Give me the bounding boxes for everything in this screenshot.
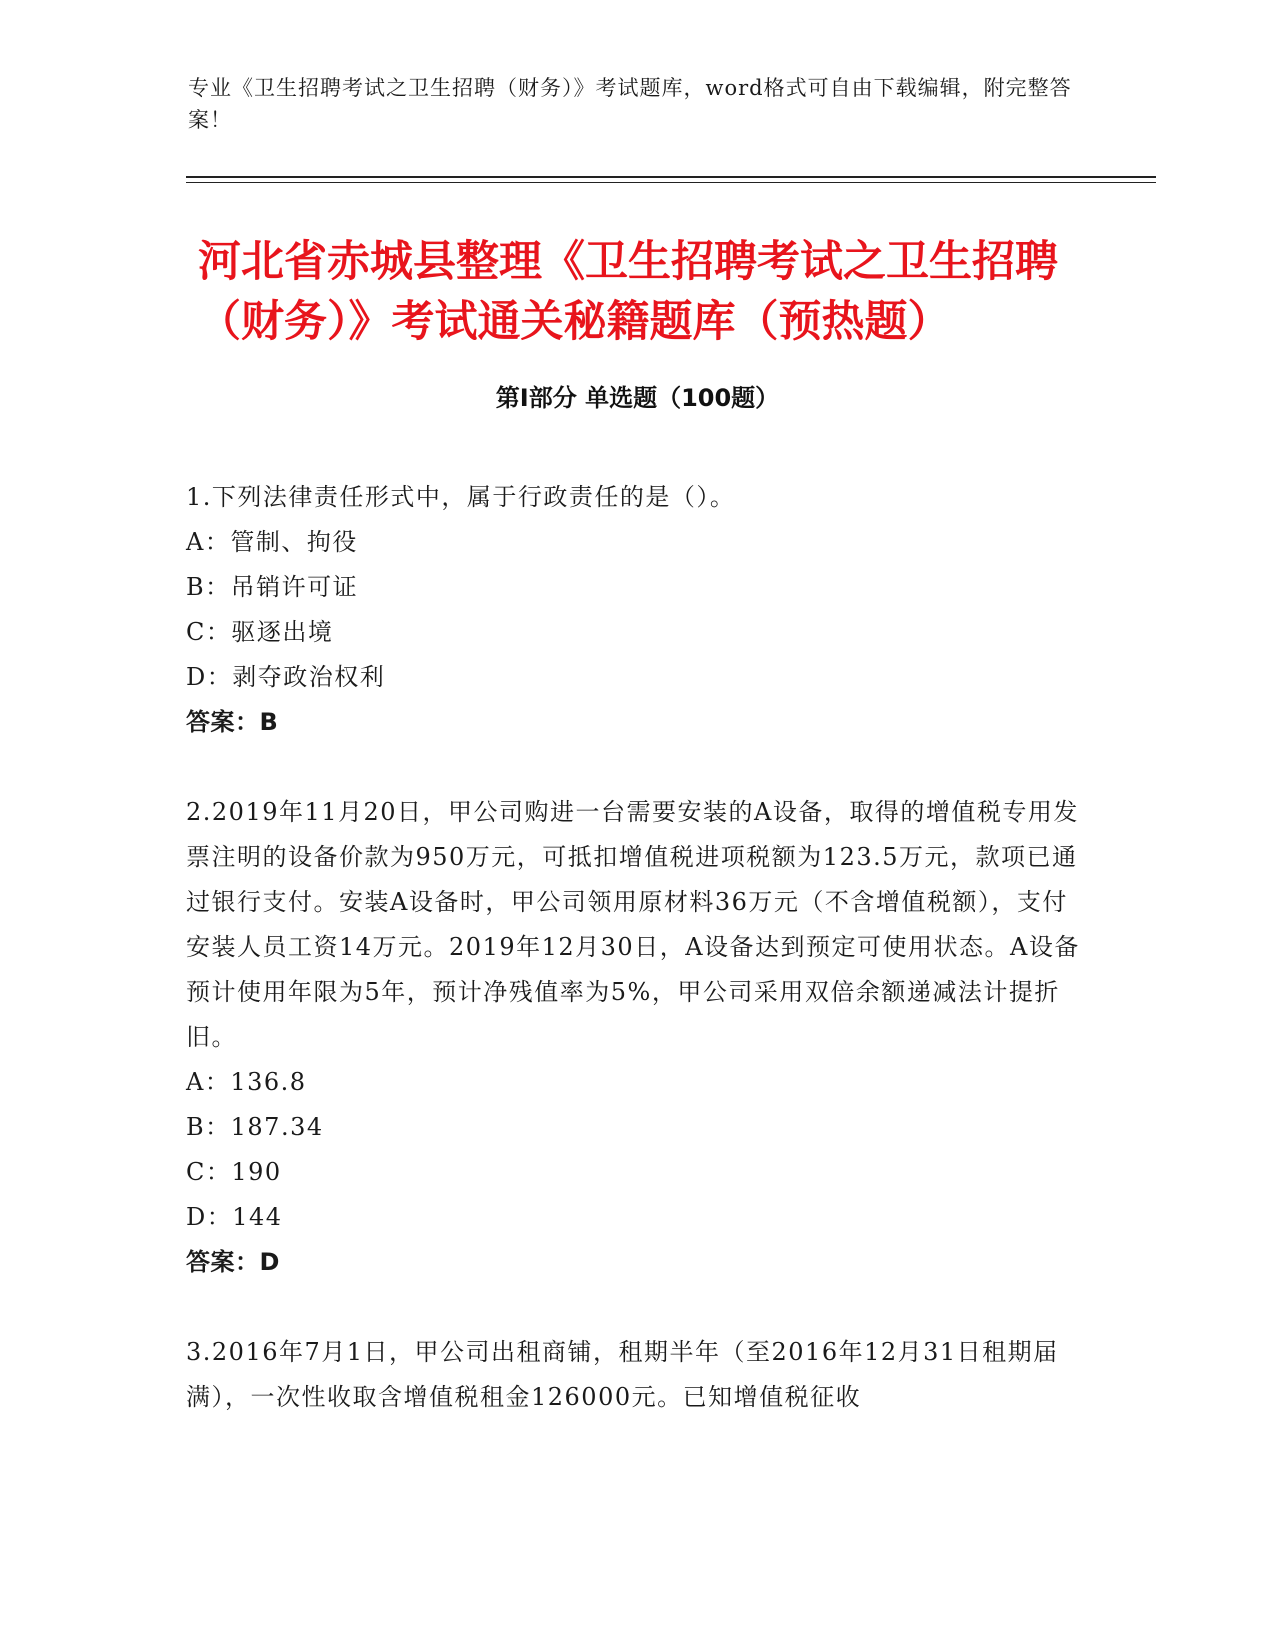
header-divider-thick (186, 176, 1156, 178)
question-list (186, 475, 1086, 1420)
question-2 (186, 790, 1086, 1285)
header-divider-thin (186, 182, 1156, 183)
section-heading: 第Ⅰ部分 单选题（100题） (495, 384, 780, 412)
option-a: A：136.8 (186, 1068, 307, 1096)
question-3 (186, 1330, 1086, 1420)
answer: 答案：D (186, 1248, 280, 1276)
option-c: C：驱逐出境 (186, 618, 334, 646)
header-note: 专业《卫生招聘考试之卫生招聘（财务）》考试题库，word格式可自由下载编辑，附完整答案！ (188, 76, 1072, 132)
answer: 答案：B (186, 708, 279, 736)
question-stem: 1.下列法律责任形式中，属于行政责任的是（）。 (186, 483, 736, 511)
option-c: C：190 (186, 1158, 282, 1186)
option-a: A：管制、拘役 (186, 528, 358, 556)
question-stem: 3.2016年7月1日，甲公司出租商铺，租期半年（至2016年12月31日租期届满），一次性收取含增值税租金126000元。已知增值税征收 (186, 1338, 1059, 1411)
question-spacer (186, 745, 1086, 790)
option-b: B：187.34 (186, 1113, 324, 1141)
question-stem: 2.2019年11月20日，甲公司购进一台需要安装的A设备，取得的增值税专用发票注明的设备价款为950万元，可抵扣增值税进项税额为123.5万元，款项已通过银行支付。安装A设备时，甲公司领用原材料36万元（不含增值税额），支付安装人员工资14万元。2019年12月30日，A设备达到预定可使用状态。A设备预计使用年限为5年，预计净残值率为5%，甲公司采用双倍余额递减法计提折旧。 (186, 798, 1080, 1051)
option-b: B：吊销许可证 (186, 573, 359, 601)
option-d: D：144 (186, 1203, 283, 1231)
document-title: 河北省赤城县整理《卫生招聘考试之卫生招聘（财务）》考试通关秘籍题库（预热题） (198, 237, 1058, 347)
question-spacer (186, 1285, 1086, 1330)
option-d: D：剥夺政治权利 (186, 663, 386, 691)
question-1 (186, 475, 1086, 745)
